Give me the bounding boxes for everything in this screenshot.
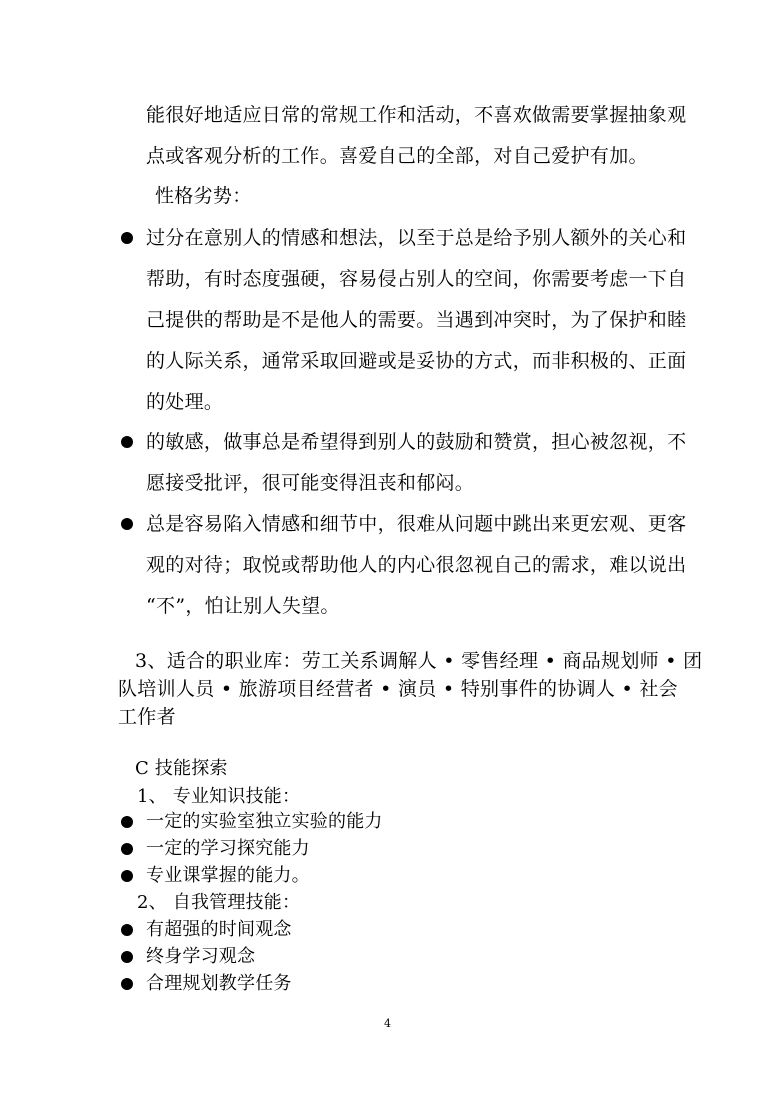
- bullet-icon: [121, 436, 133, 448]
- skill-item: 合理规划教学任务: [146, 973, 292, 994]
- paragraph-line: 点或客观分析的工作。喜爱自己的全部，对自己爱护有加。: [146, 145, 648, 167]
- skill-item: 专业课掌握的能力。: [146, 865, 310, 886]
- paragraph-line: 能很好地适应日常的常规工作和活动，不喜欢做需要掌握抽象观: [146, 104, 687, 126]
- skill-item: 一定的实验室独立实验的能力: [146, 811, 383, 832]
- bullet-icon: [121, 870, 133, 882]
- bullet-icon: [121, 924, 133, 936]
- career-line: 3、适合的职业库：劳工关系调解人 • 零售经理 • 商品规划师 • 团: [135, 650, 703, 672]
- skills-subheading: 1、 专业知识技能：: [137, 786, 301, 807]
- page-number: 4: [384, 1017, 391, 1030]
- bullet-text-line: 观的对待；取悦或帮助他人的内心很忽视自己的需求，难以说出: [146, 554, 687, 576]
- bullet-text-line: “不”，怕让别人失望。: [146, 595, 340, 617]
- bullet-text-line: 的处理。: [146, 391, 224, 413]
- skills-subheading: 2、 自我管理技能：: [137, 892, 301, 913]
- skill-item: 终身学习观念: [146, 946, 256, 967]
- bullet-text-line: 的人际关系，通常采取回避或是妥协的方式，而非积极的、正面: [146, 350, 687, 372]
- bullet-text-line: 帮助，有时态度强硬，容易侵占别人的空间，你需要考虑一下自: [146, 268, 687, 290]
- section-heading: 性格劣势：: [155, 185, 252, 207]
- bullet-text-line: 己提供的帮助是不是他人的需要。当遇到冲突时，为了保护和睦: [146, 309, 687, 331]
- career-line: 工作者: [118, 706, 176, 728]
- bullet-icon: [121, 816, 133, 828]
- bullet-text-line: 过分在意别人的情感和想法，以至于总是给予别人额外的关心和: [146, 227, 687, 249]
- skill-item: 有超强的时间观念: [146, 919, 292, 940]
- career-line: 队培训人员 • 旅游项目经营者 • 演员 • 特别事件的协调人 • 社会: [118, 678, 678, 700]
- bullet-icon: [121, 843, 133, 855]
- bullet-icon: [121, 951, 133, 963]
- bullet-text-line: 总是容易陷入情感和细节中，很难从问题中跳出来更宏观、更客: [146, 513, 687, 535]
- bullet-text-line: 愿接受批评，很可能变得沮丧和郁闷。: [146, 472, 475, 494]
- skills-heading: C 技能探索: [135, 758, 228, 779]
- bullet-icon: [121, 518, 133, 530]
- bullet-icon: [121, 232, 133, 244]
- bullet-icon: [121, 978, 133, 990]
- bullet-text-line: 的敏感，做事总是希望得到别人的鼓励和赞赏，担心被忽视，不: [146, 431, 687, 453]
- skill-item: 一定的学习探究能力: [146, 838, 310, 859]
